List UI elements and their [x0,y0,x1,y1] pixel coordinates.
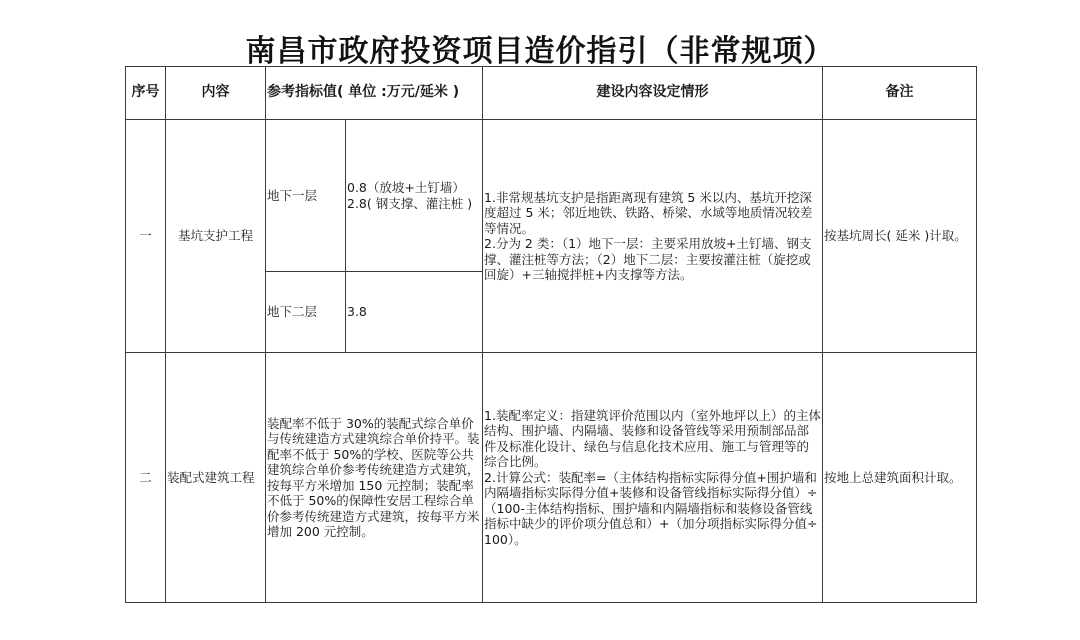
table-row [126,353,977,603]
sub-level: 地下二层 [266,272,346,353]
sub-level: 地下一层 [266,120,346,272]
row-content: 基坑支护工程 [166,120,266,353]
value-line: 0.8（放坡+土钉墙） [347,180,465,195]
header-setting: 建设内容设定情形 [483,67,823,120]
sub-value: 3.8 [346,272,483,353]
value-line: 2.8( 钢支撑、灌注桩 ) [347,195,473,211]
row-setting [483,353,823,603]
setting-paragraph: 2.分为 2 类：（1）地下一层：主要采用放坡+土钉墙、钢支撑、灌注桩等方法；（2）地下二层：主要按灌注桩（旋挖或回旋）+三轴搅拌桩+内支撑等方法。 [484,236,812,282]
table-row [126,120,977,272]
header-content: 内容 [166,67,266,120]
row-reference: 装配率不低于 30%的装配式综合单价与传统建造方式建筑综合单价持平。装配率不低于 50%的学校、医院等公共建筑综合单价参考传统建造方式建筑，按每平方米增加 150 元控制；装配率不低于 50%的保障性安居工程综合单价参考传统建造方式建筑，按每平方米增加 200 元控制。 [266,353,483,603]
cost-guide-table [125,66,977,603]
setting-paragraph: 1.装配率定义：指建筑评价范围以内（室外地坪以上）的主体结构、围护墙、内隔墙、装修和设备管线等采用预制部品部件及标准化设计、绿色与信息化技术应用、施工与管理等的综合比例。 [484,407,821,470]
document-title: 南昌市政府投资项目造价指引（非常规项） [245,34,835,69]
sub-value [346,120,483,272]
setting-paragraph: 1.非常规基坑支护是指距离现有建筑 5 米以内、基坑开挖深度超过 5 米；邻近地铁、铁路、桥梁、水域等地质情况较差等情况。 [484,189,813,236]
row-remark: 按基坑周长( 延米 )计取。 [823,120,977,353]
table-header-row [126,67,977,120]
header-remark: 备注 [823,67,977,120]
row-seq: 二 [126,353,166,603]
row-setting [483,120,823,353]
row-seq: 一 [126,120,166,353]
row-content: 装配式建筑工程 [166,353,266,603]
header-reference: 参考指标值( 单位 :万元/延米 ) [266,67,483,120]
setting-paragraph: 2.计算公式：装配率=（主体结构指标实际得分值+围护墙和内隔墙指标实际得分值+装修和设备管线指标实际得分值）÷（100-主体结构指标、围护墙和内隔墙指标和装修设备管线指标中缺少的评价项分值总和）+（加分项指标实际得分值÷100）。 [484,469,818,547]
row-remark: 按地上总建筑面积计取。 [823,353,977,603]
header-seq: 序号 [126,67,166,120]
